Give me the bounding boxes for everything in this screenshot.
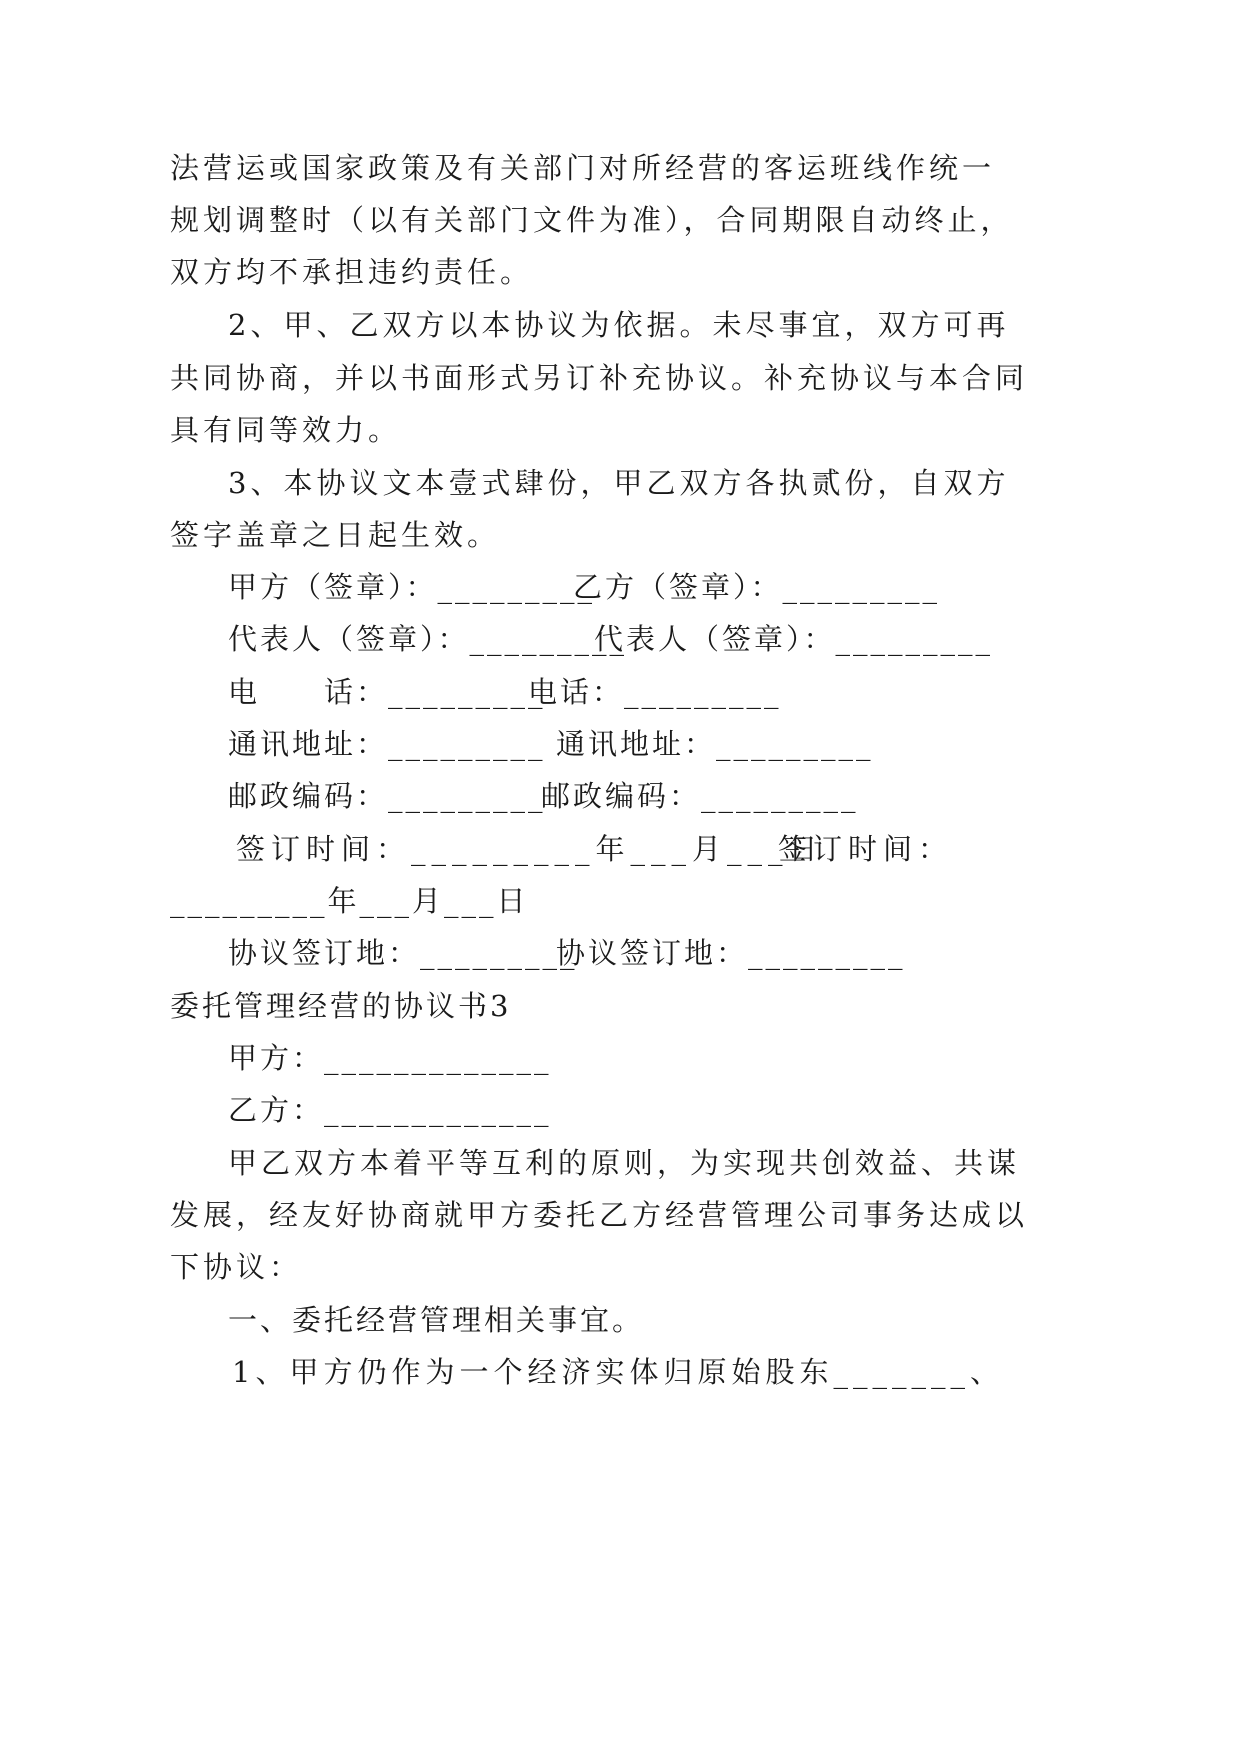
date-b-label: 签订时间： [778,832,954,866]
party-a-seal-field: 甲方（签章）：_________ [228,570,596,604]
paragraph-line: 2、甲、乙双方以本协议为依据。未尽事宜，双方可再 [228,308,1010,342]
paragraph-line: 共同协商，并以书面形式另订补充协议。补充协议与本合同 [170,361,1029,395]
paragraph-line: 下协议： [170,1250,303,1284]
paragraph-line: 3、本协议文本壹式肆份，甲乙双方各执贰份，自双方 [228,466,1010,500]
paragraph-line: 签字盖章之日起生效。 [170,518,501,552]
section-title: 委托管理经营的协议书3 [170,989,512,1023]
postcode-b-field: 邮政编码：_________ [541,779,859,813]
place-b-field: 协议签订地：_________ [556,936,906,970]
address-b-field: 通讯地址：_________ [556,727,874,761]
date-b-field: _________年___月___日 [170,884,529,918]
phone-b-field: 电话：_________ [528,675,782,709]
rep-b-field: 代表人（签章）：_________ [594,622,994,656]
rep-a-field: 代表人（签章）：_________ [228,622,628,656]
paragraph-line: 具有同等效力。 [170,413,402,447]
paragraph-line: 甲乙双方本着平等互利的原则，为实现共创效益、共谋 [228,1146,1021,1180]
postcode-a-field: 邮政编码：_________ [228,779,546,813]
paragraph-line: 双方均不承担违约责任。 [170,255,534,289]
party-a-field: 甲方：_____________ [228,1041,552,1075]
heading-1: 一、委托经营管理相关事宜。 [228,1303,645,1337]
item-1: 1、甲方仍作为一个经济实体归原始股东_______、 [232,1355,1004,1389]
phone-a-field: 电 话：_________ [228,675,546,709]
party-b-seal-field: 乙方（签章）：_________ [573,570,941,604]
address-a-field: 通讯地址：_________ [228,727,546,761]
date-a-field: 签订时间：_________年___月___日 [236,832,824,866]
paragraph-line: 规划调整时（以有关部门文件为准），合同期限自动终止， [170,203,1014,237]
party-b-field: 乙方：_____________ [228,1093,552,1127]
place-a-field: 协议签订地：_________ [228,936,578,970]
paragraph-line: 法营运或国家政策及有关部门对所经营的客运班线作统一 [170,151,996,185]
paragraph-line: 发展，经友好协商就甲方委托乙方经营管理公司事务达成以 [170,1198,1029,1232]
